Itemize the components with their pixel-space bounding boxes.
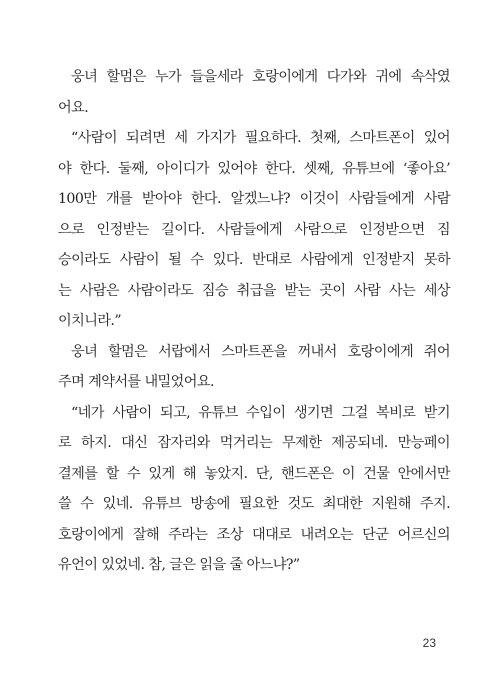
text-line: “사람이 되려면 세 가지가 필요하다. 첫째, 스마트폰이 있어 [71, 130, 450, 146]
text-line: 쓸 수 있네. 유튜브 방송에 필요한 것도 최대한 지원해 주지. [58, 496, 450, 512]
text-line: 호랑이에게 잘해 주라는 조상 대대로 내려오는 단군 어르신의 [58, 526, 450, 543]
text-line: 어요. [58, 99, 89, 116]
text-line: 웅녀 할멈은 서랍에서 스마트폰을 꺼내서 호랑이에게 쥐어 [71, 343, 450, 360]
text-line: 100만 개를 받아야 한다. 알겠느냐? 이것이 사람들에게 사람 [58, 191, 450, 207]
text-line: 주며 계약서를 내밀었어요. [58, 374, 214, 390]
body-text [58, 62, 450, 581]
page-number: 23 [422, 636, 436, 650]
text-line: 웅녀 할멈은 누가 들을세라 호랑이에게 다가와 귀에 속삭였 [71, 69, 450, 85]
text-line: 으로 인정받는 길이다. 사람들에게 사람으로 인정받으면 짐 [58, 221, 450, 238]
text-line: 로 하지. 대신 잠자리와 먹거리는 무제한 제공되네. 만능페이 [58, 435, 450, 451]
text-line: 는 사람은 사람이라도 짐승 취급을 받는 곳이 사람 사는 세상 [58, 282, 450, 299]
text-line: 승이라도 사람이 될 수 있다. 반대로 사람에게 인정받지 못하 [58, 252, 450, 268]
text-line: 유언이 있었네. 참, 글은 읽을 줄 아느냐?” [58, 557, 300, 573]
text-line: 결제를 할 수 있게 해 놓았지. 단, 핸드폰은 이 건물 안에서만 [58, 465, 450, 482]
text-line: “네가 사람이 되고, 유튜브 수입이 생기면 그걸 복비로 받기 [71, 404, 450, 421]
text-line: 야 한다. 둘째, 아이디가 있어야 한다. 셋째, 유튜브에 ‘좋아요’ [58, 160, 450, 177]
text-line: 이치니라.” [58, 313, 121, 329]
